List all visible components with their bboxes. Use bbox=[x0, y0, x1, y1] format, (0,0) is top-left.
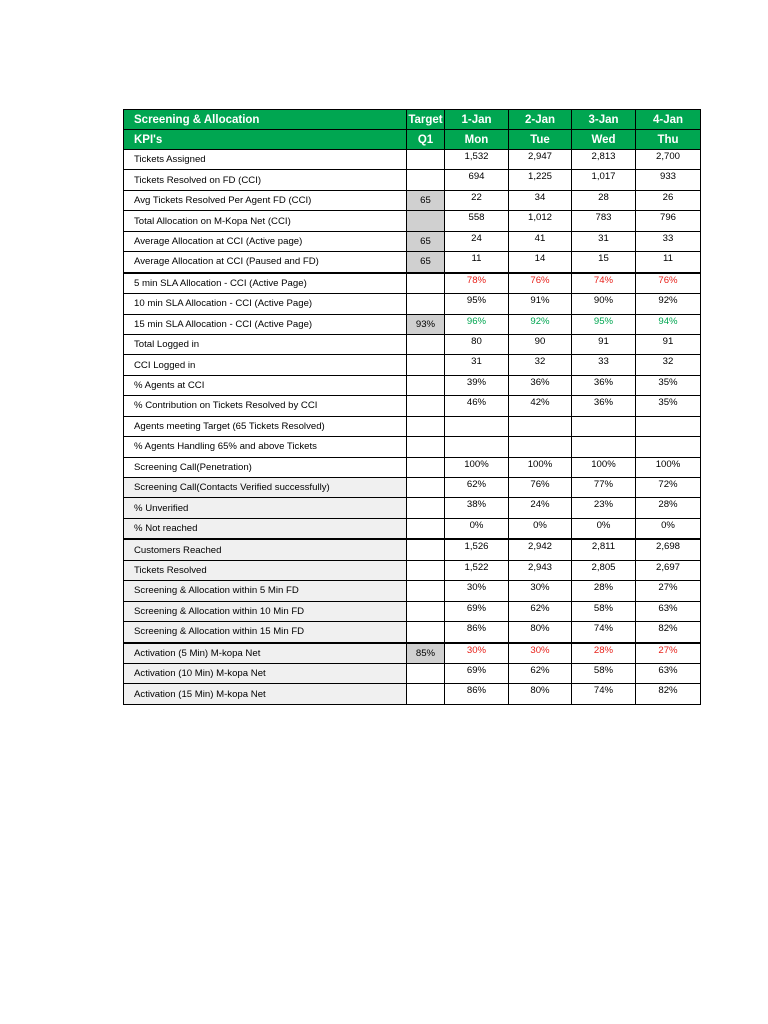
target-cell bbox=[407, 498, 445, 518]
value-cell: 91 bbox=[636, 334, 701, 354]
value-cell: 80 bbox=[445, 334, 509, 354]
value-cell: 30% bbox=[509, 643, 572, 664]
value-cell: 22 bbox=[445, 190, 509, 210]
target-cell bbox=[407, 457, 445, 477]
table-row bbox=[124, 457, 701, 477]
value-cell: 62% bbox=[509, 601, 572, 621]
kpi-label: Activation (15 Min) M-kopa Net bbox=[124, 684, 407, 704]
value-cell: 0% bbox=[509, 518, 572, 539]
value-cell bbox=[636, 437, 701, 457]
header-row-days bbox=[124, 130, 701, 150]
target-period-header: Q1 bbox=[407, 130, 445, 150]
target-cell bbox=[407, 622, 445, 643]
value-cell: 96% bbox=[445, 314, 509, 334]
kpi-column-header: KPI's bbox=[124, 130, 407, 150]
value-cell: 27% bbox=[636, 581, 701, 601]
value-cell: 58% bbox=[572, 663, 636, 683]
value-cell: 30% bbox=[445, 581, 509, 601]
header-row-dates bbox=[124, 110, 701, 130]
table-row bbox=[124, 294, 701, 314]
kpi-label: % Agents Handling 65% and above Tickets bbox=[124, 437, 407, 457]
target-cell bbox=[407, 416, 445, 436]
value-cell: 41 bbox=[509, 231, 572, 251]
value-cell: 30% bbox=[445, 643, 509, 664]
target-cell bbox=[407, 684, 445, 704]
kpi-body bbox=[124, 150, 701, 705]
value-cell: 80% bbox=[509, 684, 572, 704]
value-cell: 2,947 bbox=[509, 150, 572, 170]
value-cell: 1,012 bbox=[509, 211, 572, 231]
kpi-label: 10 min SLA Allocation - CCI (Active Page) bbox=[124, 294, 407, 314]
kpi-label: % Unverified bbox=[124, 498, 407, 518]
value-cell: 24 bbox=[445, 231, 509, 251]
value-cell: 92% bbox=[636, 294, 701, 314]
table-row bbox=[124, 601, 701, 621]
date-header: 1-Jan bbox=[445, 110, 509, 130]
kpi-label: Screening Call(Penetration) bbox=[124, 457, 407, 477]
value-cell: 35% bbox=[636, 396, 701, 416]
value-cell bbox=[445, 416, 509, 436]
value-cell: 91 bbox=[572, 334, 636, 354]
value-cell: 92% bbox=[509, 314, 572, 334]
table-row bbox=[124, 498, 701, 518]
value-cell: 558 bbox=[445, 211, 509, 231]
value-cell: 32 bbox=[636, 355, 701, 375]
value-cell: 100% bbox=[572, 457, 636, 477]
kpi-label: Activation (10 Min) M-kopa Net bbox=[124, 663, 407, 683]
table-row bbox=[124, 622, 701, 643]
value-cell: 95% bbox=[572, 314, 636, 334]
sheet-title: Screening & Allocation bbox=[124, 110, 407, 130]
value-cell: 1,017 bbox=[572, 170, 636, 190]
value-cell bbox=[509, 437, 572, 457]
value-cell: 38% bbox=[445, 498, 509, 518]
value-cell: 933 bbox=[636, 170, 701, 190]
value-cell bbox=[509, 416, 572, 436]
day-header: Tue bbox=[509, 130, 572, 150]
table-row bbox=[124, 211, 701, 231]
table-row bbox=[124, 416, 701, 436]
value-cell: 11 bbox=[445, 252, 509, 273]
target-cell bbox=[407, 560, 445, 580]
target-cell bbox=[407, 437, 445, 457]
value-cell: 46% bbox=[445, 396, 509, 416]
kpi-label: Screening & Allocation within 5 Min FD bbox=[124, 581, 407, 601]
table-row bbox=[124, 560, 701, 580]
table-row bbox=[124, 231, 701, 251]
value-cell: 1,526 bbox=[445, 539, 509, 560]
value-cell: 2,697 bbox=[636, 560, 701, 580]
value-cell: 2,942 bbox=[509, 539, 572, 560]
target-cell: 65 bbox=[407, 190, 445, 210]
value-cell bbox=[572, 416, 636, 436]
value-cell: 33 bbox=[572, 355, 636, 375]
kpi-label: % Contribution on Tickets Resolved by CCI bbox=[124, 396, 407, 416]
value-cell: 1,522 bbox=[445, 560, 509, 580]
value-cell: 28% bbox=[572, 581, 636, 601]
value-cell bbox=[636, 416, 701, 436]
target-cell bbox=[407, 581, 445, 601]
value-cell: 0% bbox=[445, 518, 509, 539]
kpi-label: Screening Call(Contacts Verified successfully) bbox=[124, 478, 407, 498]
target-cell bbox=[407, 375, 445, 395]
value-cell: 2,813 bbox=[572, 150, 636, 170]
value-cell: 76% bbox=[636, 273, 701, 294]
kpi-label: Avg Tickets Resolved Per Agent FD (CCI) bbox=[124, 190, 407, 210]
day-header: Mon bbox=[445, 130, 509, 150]
value-cell: 72% bbox=[636, 478, 701, 498]
kpi-label: 15 min SLA Allocation - CCI (Active Page) bbox=[124, 314, 407, 334]
value-cell: 783 bbox=[572, 211, 636, 231]
table-row bbox=[124, 190, 701, 210]
target-cell bbox=[407, 396, 445, 416]
target-cell: 65 bbox=[407, 231, 445, 251]
value-cell: 69% bbox=[445, 601, 509, 621]
day-header: Thu bbox=[636, 130, 701, 150]
kpi-label: % Agents at CCI bbox=[124, 375, 407, 395]
table-row bbox=[124, 539, 701, 560]
value-cell: 2,698 bbox=[636, 539, 701, 560]
value-cell: 36% bbox=[509, 375, 572, 395]
target-cell: 65 bbox=[407, 252, 445, 273]
value-cell: 80% bbox=[509, 622, 572, 643]
date-header: 2-Jan bbox=[509, 110, 572, 130]
value-cell: 27% bbox=[636, 643, 701, 664]
value-cell: 796 bbox=[636, 211, 701, 231]
kpi-label: 5 min SLA Allocation - CCI (Active Page) bbox=[124, 273, 407, 294]
value-cell: 1,532 bbox=[445, 150, 509, 170]
table-row bbox=[124, 170, 701, 190]
value-cell: 28% bbox=[572, 643, 636, 664]
value-cell: 39% bbox=[445, 375, 509, 395]
target-cell bbox=[407, 539, 445, 560]
table-row bbox=[124, 355, 701, 375]
value-cell: 36% bbox=[572, 375, 636, 395]
table-row bbox=[124, 437, 701, 457]
value-cell: 42% bbox=[509, 396, 572, 416]
target-cell bbox=[407, 170, 445, 190]
value-cell: 78% bbox=[445, 273, 509, 294]
value-cell: 74% bbox=[572, 684, 636, 704]
kpi-label: Screening & Allocation within 15 Min FD bbox=[124, 622, 407, 643]
value-cell: 69% bbox=[445, 663, 509, 683]
value-cell: 63% bbox=[636, 601, 701, 621]
value-cell: 58% bbox=[572, 601, 636, 621]
value-cell: 91% bbox=[509, 294, 572, 314]
kpi-table bbox=[123, 109, 701, 705]
value-cell: 694 bbox=[445, 170, 509, 190]
table-row bbox=[124, 518, 701, 539]
table-row bbox=[124, 396, 701, 416]
value-cell: 82% bbox=[636, 684, 701, 704]
table-row bbox=[124, 150, 701, 170]
value-cell: 86% bbox=[445, 622, 509, 643]
value-cell: 1,225 bbox=[509, 170, 572, 190]
table-row bbox=[124, 273, 701, 294]
target-cell bbox=[407, 663, 445, 683]
target-cell: 93% bbox=[407, 314, 445, 334]
kpi-label: Screening & Allocation within 10 Min FD bbox=[124, 601, 407, 621]
value-cell: 76% bbox=[509, 273, 572, 294]
value-cell: 82% bbox=[636, 622, 701, 643]
value-cell: 26 bbox=[636, 190, 701, 210]
value-cell: 90 bbox=[509, 334, 572, 354]
value-cell: 90% bbox=[572, 294, 636, 314]
value-cell: 35% bbox=[636, 375, 701, 395]
value-cell: 63% bbox=[636, 663, 701, 683]
value-cell: 36% bbox=[572, 396, 636, 416]
value-cell: 33 bbox=[636, 231, 701, 251]
kpi-label: CCI Logged in bbox=[124, 355, 407, 375]
date-header: 4-Jan bbox=[636, 110, 701, 130]
kpi-label: Tickets Resolved on FD (CCI) bbox=[124, 170, 407, 190]
value-cell: 2,805 bbox=[572, 560, 636, 580]
kpi-label: Total Allocation on M-Kopa Net (CCI) bbox=[124, 211, 407, 231]
value-cell: 23% bbox=[572, 498, 636, 518]
kpi-label: Average Allocation at CCI (Paused and FD) bbox=[124, 252, 407, 273]
value-cell: 15 bbox=[572, 252, 636, 273]
value-cell: 34 bbox=[509, 190, 572, 210]
target-cell bbox=[407, 518, 445, 539]
date-header: 3-Jan bbox=[572, 110, 636, 130]
target-cell bbox=[407, 273, 445, 294]
day-header: Wed bbox=[572, 130, 636, 150]
table-row bbox=[124, 334, 701, 354]
table-row bbox=[124, 684, 701, 704]
table-row bbox=[124, 478, 701, 498]
value-cell: 32 bbox=[509, 355, 572, 375]
table-row bbox=[124, 581, 701, 601]
table-row bbox=[124, 643, 701, 664]
value-cell: 0% bbox=[572, 518, 636, 539]
target-cell bbox=[407, 355, 445, 375]
value-cell: 100% bbox=[636, 457, 701, 477]
target-cell: 85% bbox=[407, 643, 445, 664]
kpi-label: Tickets Resolved bbox=[124, 560, 407, 580]
value-cell: 2,811 bbox=[572, 539, 636, 560]
value-cell: 31 bbox=[445, 355, 509, 375]
value-cell: 74% bbox=[572, 622, 636, 643]
value-cell: 11 bbox=[636, 252, 701, 273]
kpi-label: Total Logged in bbox=[124, 334, 407, 354]
value-cell bbox=[572, 437, 636, 457]
value-cell bbox=[445, 437, 509, 457]
target-cell bbox=[407, 150, 445, 170]
table-row bbox=[124, 252, 701, 273]
value-cell: 31 bbox=[572, 231, 636, 251]
kpi-label: Tickets Assigned bbox=[124, 150, 407, 170]
value-cell: 86% bbox=[445, 684, 509, 704]
value-cell: 30% bbox=[509, 581, 572, 601]
value-cell: 74% bbox=[572, 273, 636, 294]
kpi-label: Customers Reached bbox=[124, 539, 407, 560]
target-cell bbox=[407, 478, 445, 498]
target-cell bbox=[407, 601, 445, 621]
value-cell: 28 bbox=[572, 190, 636, 210]
table-row bbox=[124, 375, 701, 395]
value-cell: 2,700 bbox=[636, 150, 701, 170]
value-cell: 2,943 bbox=[509, 560, 572, 580]
value-cell: 62% bbox=[509, 663, 572, 683]
value-cell: 14 bbox=[509, 252, 572, 273]
value-cell: 62% bbox=[445, 478, 509, 498]
value-cell: 77% bbox=[572, 478, 636, 498]
value-cell: 100% bbox=[509, 457, 572, 477]
value-cell: 100% bbox=[445, 457, 509, 477]
table-row bbox=[124, 663, 701, 683]
target-cell bbox=[407, 211, 445, 231]
table-row bbox=[124, 314, 701, 334]
value-cell: 95% bbox=[445, 294, 509, 314]
kpi-label: Average Allocation at CCI (Active page) bbox=[124, 231, 407, 251]
target-cell bbox=[407, 294, 445, 314]
target-cell bbox=[407, 334, 445, 354]
target-header: Target bbox=[407, 110, 445, 130]
kpi-label: % Not reached bbox=[124, 518, 407, 539]
value-cell: 28% bbox=[636, 498, 701, 518]
kpi-label: Agents meeting Target (65 Tickets Resolved) bbox=[124, 416, 407, 436]
value-cell: 24% bbox=[509, 498, 572, 518]
value-cell: 0% bbox=[636, 518, 701, 539]
value-cell: 94% bbox=[636, 314, 701, 334]
value-cell: 76% bbox=[509, 478, 572, 498]
kpi-label: Activation (5 Min) M-kopa Net bbox=[124, 643, 407, 664]
